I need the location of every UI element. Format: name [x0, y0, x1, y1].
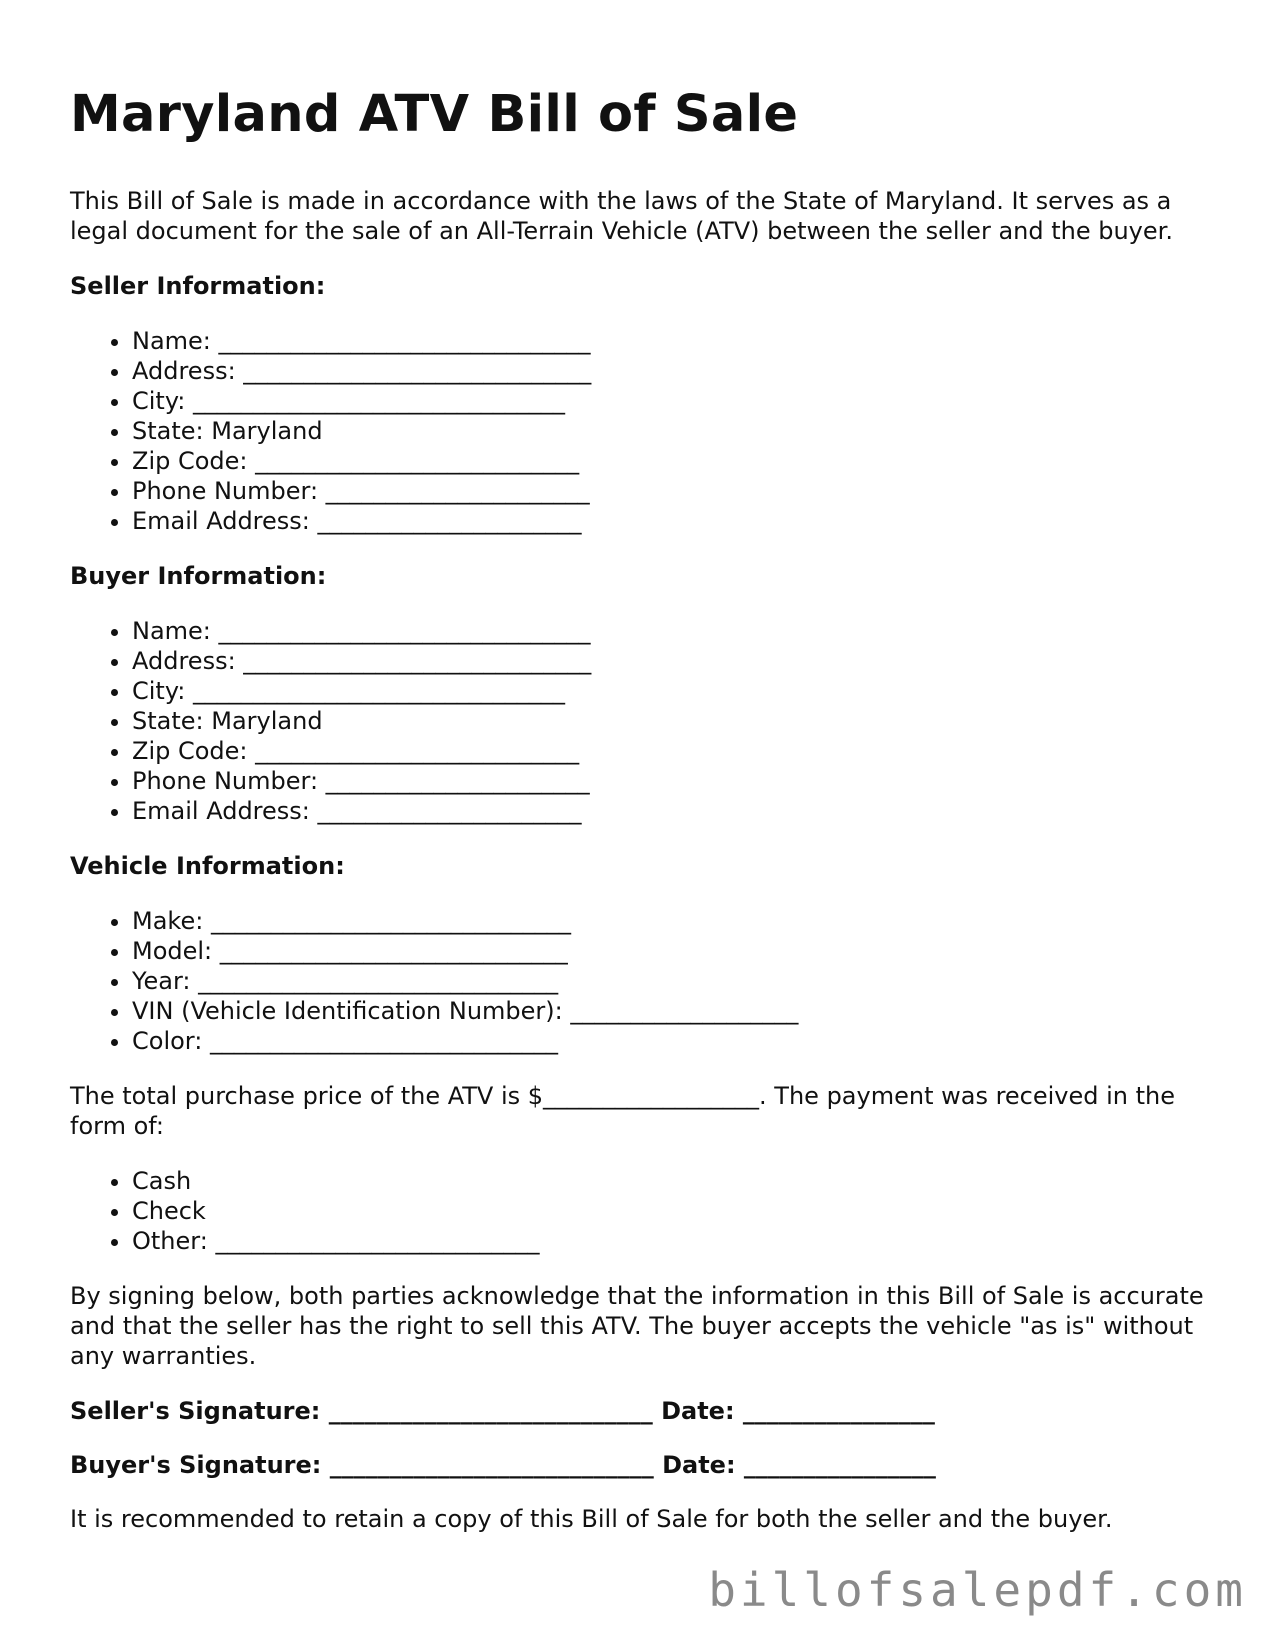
buyer-phone-field: • Phone Number: ______________________	[132, 766, 1210, 796]
buyer-city-field: • City: _______________________________	[132, 676, 1210, 706]
buyer-zip-field: • Zip Code: ___________________________	[132, 736, 1210, 766]
payment-options-list	[70, 1166, 1210, 1256]
payment-option-other: • Other: ___________________________	[132, 1226, 1210, 1256]
seller-signature-line: Seller's Signature: ___________________________ Date: ________________	[70, 1397, 935, 1426]
vehicle-section-heading: Vehicle Information:	[70, 852, 345, 881]
buyer-signature-line: Buyer's Signature: ___________________________ Date: ________________	[70, 1451, 936, 1480]
seller-state-field: • State: Maryland	[132, 416, 1210, 446]
intro-paragraph: This Bill of Sale is made in accordance with the laws of the State of Maryland. It serves as a legal document for the sale of an All-Terrain Vehicle (ATV) between the seller and the buyer.	[70, 187, 1173, 246]
seller-fields-list	[70, 326, 1210, 536]
closing-note: It is recommended to retain a copy of this Bill of Sale for both the seller and the buyer.	[70, 1505, 1113, 1534]
vehicle-model-field: • Model: _____________________________	[132, 936, 1210, 966]
bill-of-sale-document	[70, 84, 1210, 1534]
purchase-price-paragraph: The total purchase price of the ATV is $__________________. The payment was received in the form of:	[70, 1082, 1176, 1141]
vehicle-color-field: • Color: _____________________________	[132, 1026, 1210, 1056]
seller-city-field: • City: _______________________________	[132, 386, 1210, 416]
vehicle-year-field: • Year: ______________________________	[132, 966, 1210, 996]
buyer-address-field: • Address: _____________________________	[132, 646, 1210, 676]
seller-section-heading: Seller Information:	[70, 272, 326, 301]
acknowledgement-paragraph: By signing below, both parties acknowledge that the information in this Bill of Sale is accurate and that the seller has the right to sell this ATV. The buyer accepts the vehicle "as is" without any warranties.	[70, 1282, 1204, 1371]
buyer-email-field: • Email Address: ______________________	[132, 796, 1210, 826]
seller-email-field: • Email Address: ______________________	[132, 506, 1210, 536]
buyer-section-heading: Buyer Information:	[70, 562, 327, 591]
seller-zip-field: • Zip Code: ___________________________	[132, 446, 1210, 476]
payment-option-check: • Check	[132, 1196, 1210, 1226]
seller-name-field: • Name: _______________________________	[132, 326, 1210, 356]
payment-option-cash: • Cash	[132, 1166, 1210, 1196]
buyer-name-field: • Name: _______________________________	[132, 616, 1210, 646]
vehicle-fields-list	[70, 906, 1210, 1056]
buyer-state-field: • State: Maryland	[132, 706, 1210, 736]
seller-address-field: • Address: _____________________________	[132, 356, 1210, 386]
watermark-text: billofsalepdf.com	[708, 1563, 1247, 1617]
page-title: Maryland ATV Bill of Sale	[70, 85, 799, 144]
buyer-fields-list	[70, 616, 1210, 826]
seller-phone-field: • Phone Number: ______________________	[132, 476, 1210, 506]
vehicle-make-field: • Make: ______________________________	[132, 906, 1210, 936]
vehicle-vin-field: • VIN (Vehicle Identification Number): ___________________	[132, 996, 1210, 1026]
